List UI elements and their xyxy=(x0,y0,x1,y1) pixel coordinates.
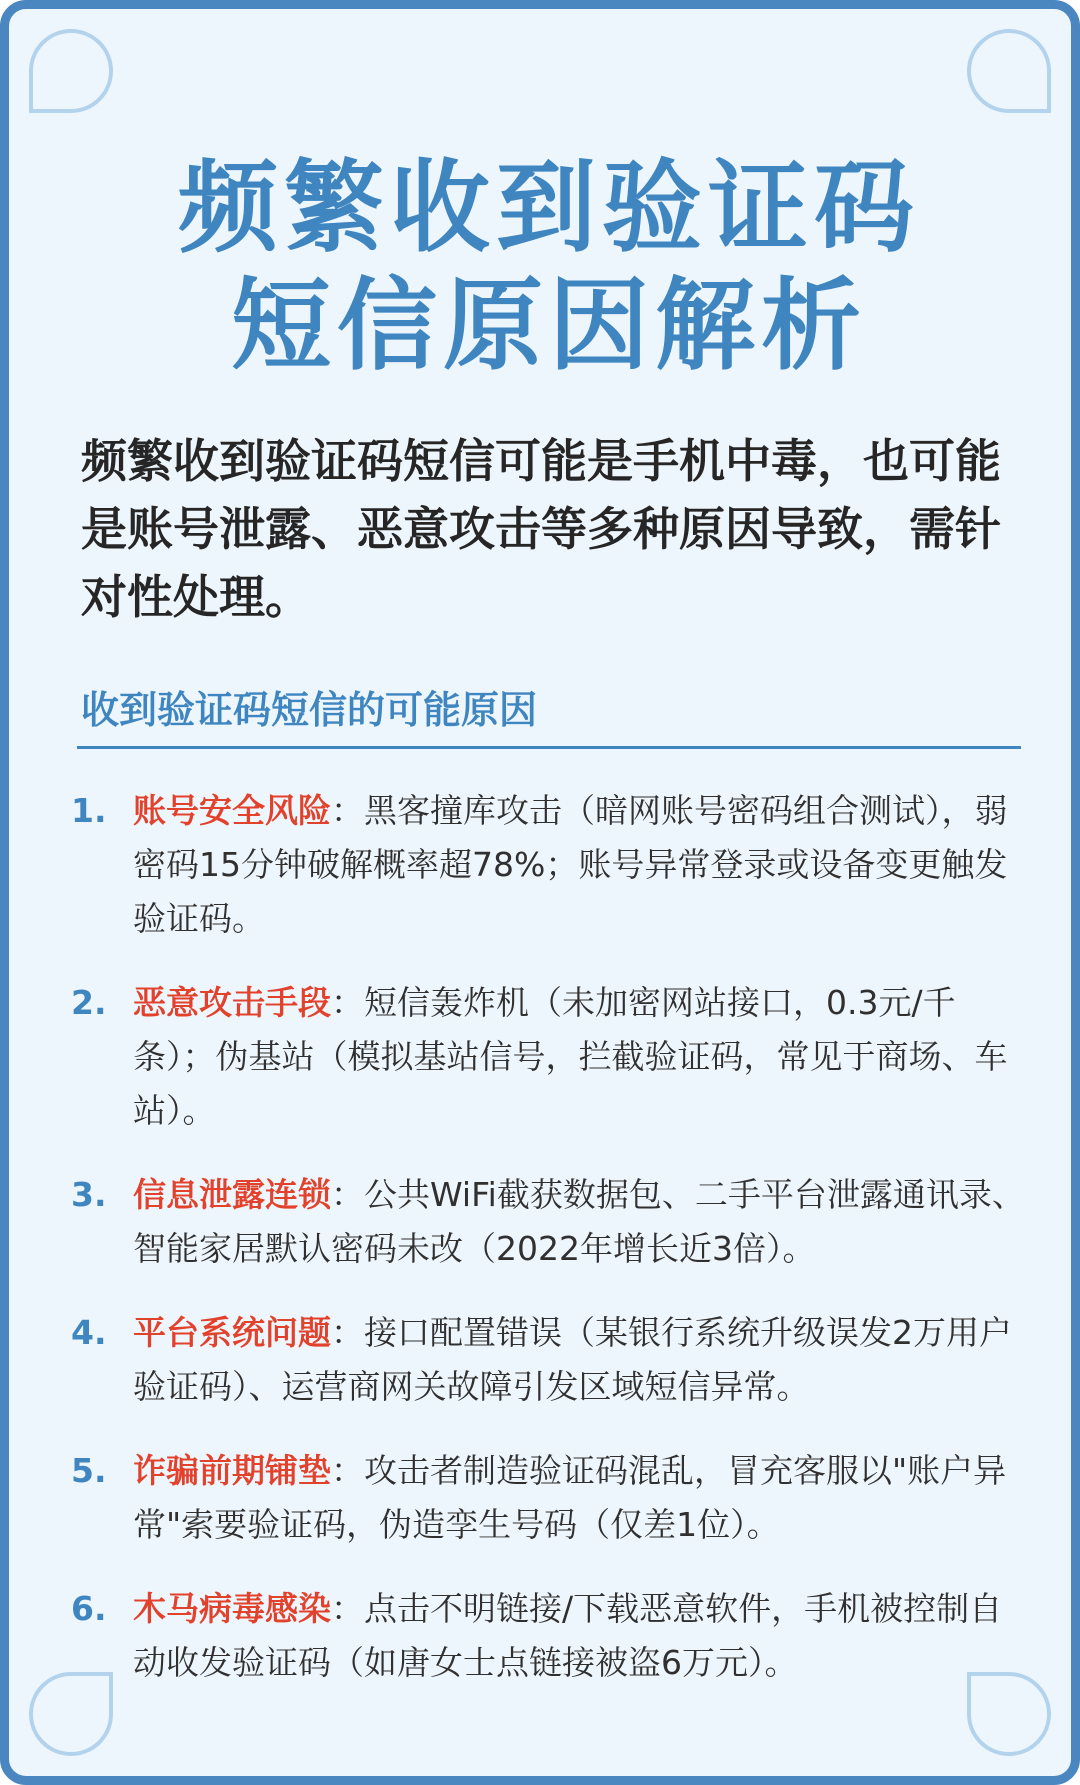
item-description: 短信轰炸机（未加密网站接口，0.3元/千条）；伪基站（模拟基站信号，拦截验证码，常见于商场、车站）。 xyxy=(133,983,1008,1130)
corner-ornament-top-right xyxy=(967,29,1051,113)
item-number: 2. xyxy=(71,983,107,1022)
item-separator: ： xyxy=(331,1175,364,1214)
section-title: 收到验证码短信的可能原因 xyxy=(81,688,538,732)
item-number: 1. xyxy=(71,791,107,830)
item-number: 5. xyxy=(71,1451,107,1490)
item-number: 6. xyxy=(71,1589,107,1628)
reasons-list xyxy=(71,784,1031,1720)
title-line-2: 短信原因解析 xyxy=(231,267,867,384)
list-item xyxy=(71,1168,1031,1276)
item-description: 黑客撞库攻击（暗网账号密码组合测试），弱密码15分钟破解概率超78%；账号异常登录或设备变更触发验证码。 xyxy=(133,791,1008,938)
item-keyword: 恶意攻击手段 xyxy=(133,983,331,1022)
section-divider xyxy=(77,746,1021,749)
item-number: 3. xyxy=(71,1175,107,1214)
title-line-1: 频繁收到验证码 xyxy=(178,149,920,266)
list-item xyxy=(71,784,1031,946)
item-keyword: 平台系统问题 xyxy=(133,1313,331,1352)
item-description: 攻击者制造验证码混乱，冒充客服以"账户异常"索要验证码，伪造孪生号码（仅差1位）。 xyxy=(133,1451,1007,1544)
item-number: 4. xyxy=(71,1313,107,1352)
item-description: 公共WiFi截获数据包、二手平台泄露通讯录、智能家居默认密码未改（2022年增长近3倍）。 xyxy=(133,1175,1025,1268)
list-item xyxy=(71,1306,1031,1414)
item-separator: ： xyxy=(331,1313,364,1352)
item-description: 点击不明链接/下载恶意软件，手机被控制自动收发验证码（如唐女士点链接被盗6万元）。 xyxy=(133,1589,1003,1682)
item-separator: ： xyxy=(331,1589,364,1628)
item-keyword: 账号安全风险 xyxy=(133,791,331,830)
item-keyword: 木马病毒感染 xyxy=(133,1589,331,1628)
item-keyword: 诈骗前期铺垫 xyxy=(133,1451,331,1490)
corner-ornament-top-left xyxy=(29,29,113,113)
list-item xyxy=(71,1444,1031,1552)
intro-paragraph: 频繁收到验证码短信可能是手机中毒，也可能是账号泄露、恶意攻击等多种原因导致，需针对性处理。 xyxy=(81,434,1001,624)
item-separator: ： xyxy=(331,791,364,830)
page-title xyxy=(9,149,1080,385)
list-item xyxy=(71,976,1031,1138)
list-item xyxy=(71,1582,1031,1690)
item-description: 接口配置错误（某银行系统升级误发2万用户验证码）、运营商网关故障引发区域短信异常。 xyxy=(133,1313,1012,1406)
item-keyword: 信息泄露连锁 xyxy=(133,1175,331,1214)
item-separator: ： xyxy=(331,1451,364,1490)
item-separator: ： xyxy=(331,983,364,1022)
